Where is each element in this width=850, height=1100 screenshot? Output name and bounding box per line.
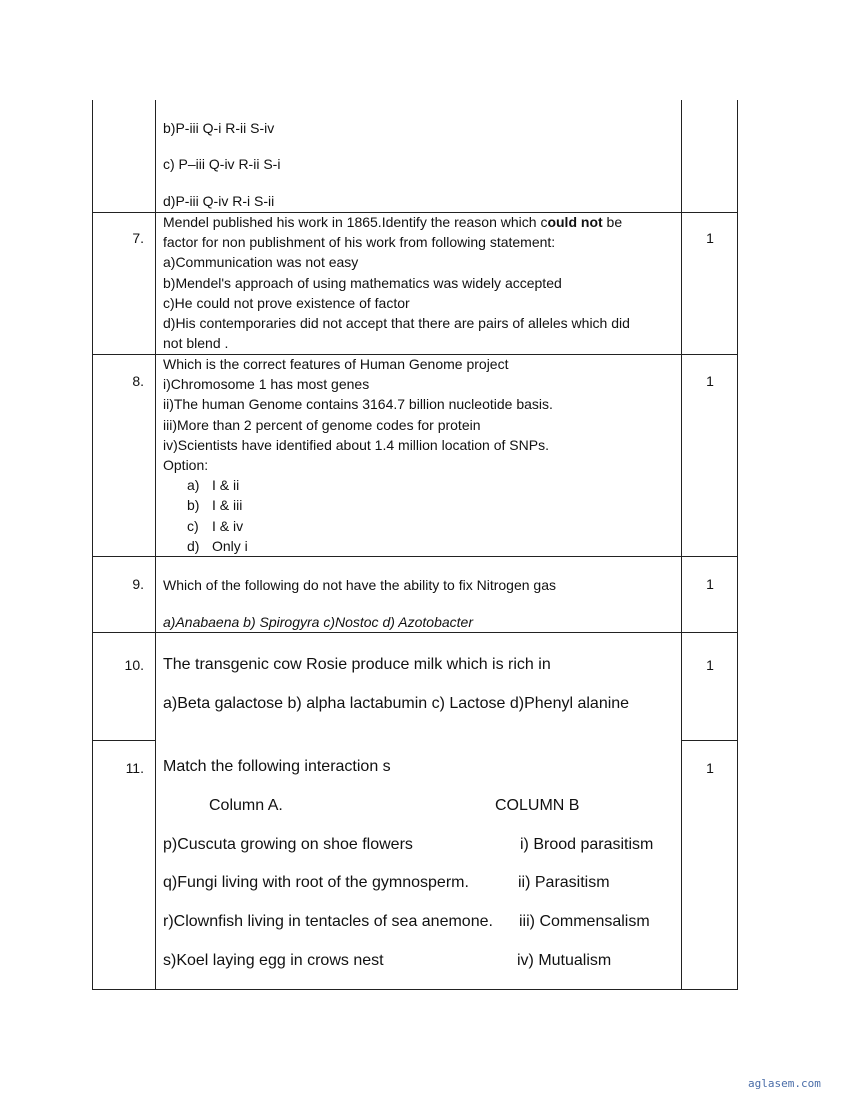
q9-number: 9. xyxy=(132,576,144,592)
q11-row-b: i) Brood parasitism xyxy=(520,836,654,853)
q8-line: iv)Scientists have identified about 1.4 million location of SNPs. xyxy=(163,436,549,453)
q8-number: 8. xyxy=(132,373,144,389)
q10-question: The transgenic cow Rosie produce milk which is rich in xyxy=(163,656,551,673)
q8-option: c) I & iv xyxy=(187,517,244,534)
q7-emphasis: ould not xyxy=(547,214,603,230)
q8-text xyxy=(163,354,553,556)
footer-watermark: aglasem.com xyxy=(748,1077,821,1090)
row-divider xyxy=(681,740,738,741)
q7-line: not blend . xyxy=(163,335,229,352)
q11-row-b: iii) Commensalism xyxy=(519,913,650,930)
q7-number: 7. xyxy=(132,230,144,246)
q7-line: c)He could not prove existence of factor xyxy=(163,294,410,311)
row-divider xyxy=(92,556,738,557)
q10-marks: 1 xyxy=(706,657,714,673)
q11-column-b-header: COLUMN B xyxy=(495,797,580,814)
q11-row-b: ii) Parasitism xyxy=(518,874,610,891)
table-divider-1 xyxy=(155,100,156,990)
row-divider xyxy=(92,740,156,741)
q10-options: a)Beta galactose b) alpha lactabumin c) Lactose d)Phenyl alanine xyxy=(163,695,630,712)
q8-option: d) Only i xyxy=(187,537,248,554)
q8-option: b) I & iii xyxy=(187,497,243,514)
q7-line: factor for non publishment of his work from following statement: xyxy=(163,234,556,251)
q8-line: Which is the correct features of Human Genome project xyxy=(163,356,509,372)
q6-option-d: d)P-iii Q-iv R-i S-ii xyxy=(163,193,275,209)
q11-row-a: s)Koel laying egg in crows nest xyxy=(163,952,384,969)
q6-option-b: b)P-iii Q-i R-ii S-iv xyxy=(163,120,275,136)
q6-option-c: c) P–iii Q-iv R-ii S-i xyxy=(163,156,281,172)
q7-line: d)His contemporaries did not accept that there are pairs of alleles which did xyxy=(163,315,630,332)
q8-line: i)Chromosome 1 has most genes xyxy=(163,376,370,393)
q7-line-1: Mendel published his work in 1865.Identify the reason which could not be xyxy=(163,214,623,230)
q11-row-a: p)Cuscuta growing on shoe flowers xyxy=(163,836,413,853)
q10-number: 10. xyxy=(124,657,144,673)
q8-line: Option: xyxy=(163,457,209,474)
q11-marks: 1 xyxy=(706,760,714,776)
q11-number: 11. xyxy=(125,760,144,776)
q8-line: ii)The human Genome contains 3164.7 billion nucleotide basis. xyxy=(163,396,553,413)
q8-line: iii)More than 2 percent of genome codes for protein xyxy=(163,416,481,433)
table-border-bottom xyxy=(92,989,738,990)
q7-line: a)Communication was not easy xyxy=(163,254,359,271)
q11-row-b: iv) Mutualism xyxy=(517,952,612,969)
q11-question: Match the following interaction s xyxy=(163,758,391,775)
q11-row-a: q)Fungi living with root of the gymnosperm. xyxy=(163,874,469,891)
q11-column-a-header: Column A. xyxy=(209,797,283,814)
q7-marks: 1 xyxy=(706,230,714,246)
q7-text xyxy=(163,212,630,353)
q8-option: a) I & ii xyxy=(187,477,240,494)
q11-row-a: r)Clownfish living in tentacles of sea anemone. xyxy=(163,913,493,930)
q9-question: Which of the following do not have the ability to fix Nitrogen gas xyxy=(163,577,556,593)
q8-marks: 1 xyxy=(706,373,714,389)
q9-marks: 1 xyxy=(706,576,714,592)
q7-line: b)Mendel's approach of using mathematics was widely accepted xyxy=(163,274,562,291)
q9-options: a)Anabaena b) Spirogyra c)Nostoc d) Azotobacter xyxy=(163,614,473,630)
